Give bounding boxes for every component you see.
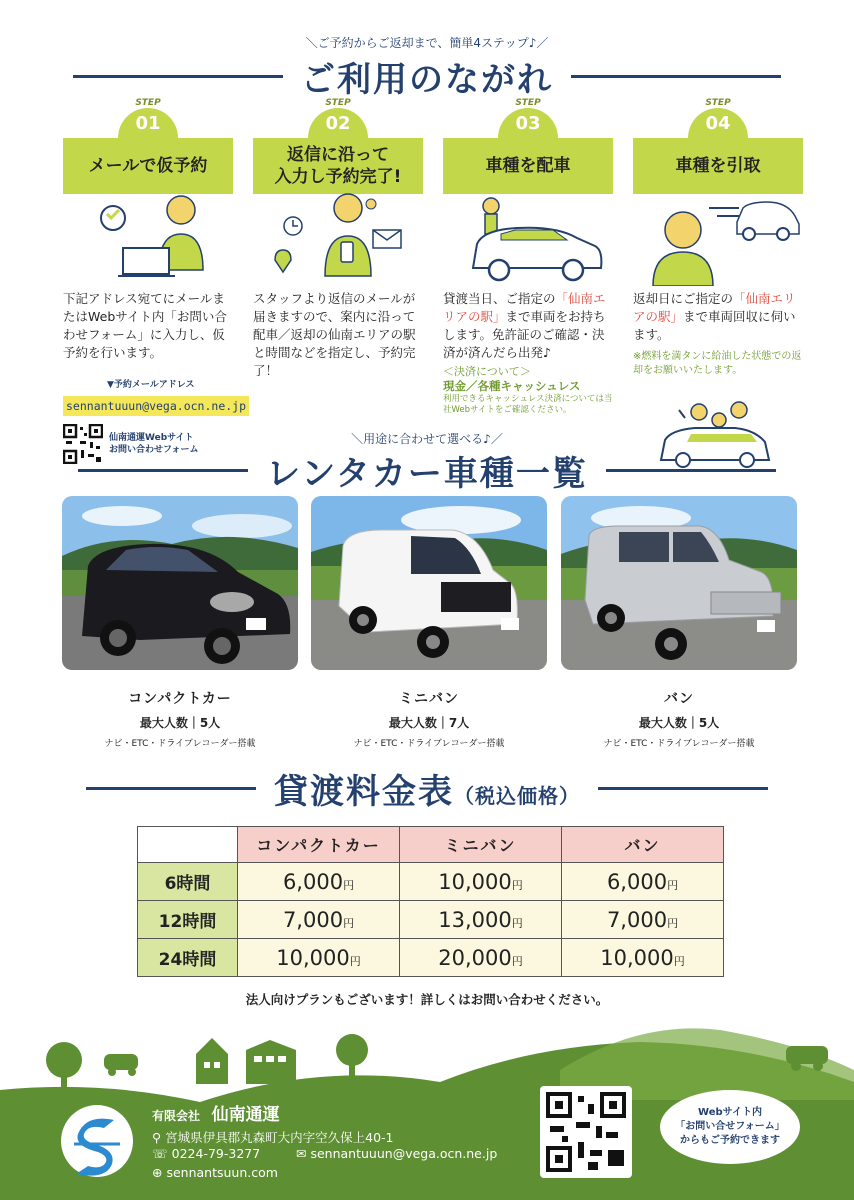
woman-laptop-illustration	[63, 190, 233, 286]
price-cell	[238, 939, 400, 977]
company-logo	[60, 1104, 134, 1178]
payment-note: 利用できるキャッシュレス決済については当社Webサイトをご確認ください。	[443, 394, 613, 415]
payment-heading: ＜決済について＞	[443, 365, 531, 378]
yen-unit: 円	[673, 954, 685, 968]
step3-text-b: まで車両をお持ちします。免許証のご確認・決済が済んだら出発♪	[443, 309, 606, 360]
web-row[interactable]	[152, 1165, 278, 1180]
company-type: 有限会社	[152, 1109, 201, 1123]
van-photo	[561, 496, 797, 670]
car-capacity: 最大人数｜5人	[139, 716, 221, 730]
pricing-title-main: 貸渡料金表	[274, 772, 454, 812]
website-qr-code[interactable]	[540, 1086, 632, 1178]
step-number: 03	[498, 108, 558, 138]
footer-email[interactable]: sennantuuun@vega.ocn.ne.jp	[310, 1146, 498, 1161]
yen-unit: 円	[511, 954, 523, 968]
price-value: 10,000	[438, 869, 512, 894]
step4-text-a: 返却日にご指定の	[633, 291, 734, 306]
step-tag: STEP	[325, 98, 351, 108]
station-highlight: 「仙南エリアの駅」	[633, 291, 796, 324]
step-tag: STEP	[515, 98, 541, 108]
yen-unit: 円	[343, 878, 355, 892]
bubble-text: Webサイト内 「お問い合せフォーム」 からもご予約できます	[675, 1107, 785, 1146]
car-delivery-illustration	[443, 190, 613, 286]
yen-unit: 円	[349, 954, 361, 968]
price-value: 7,000	[606, 907, 668, 932]
qr-label: 仙南通運Webサイト お問い合わせフォーム	[109, 433, 199, 455]
price-value: 10,000	[276, 945, 350, 970]
yen-unit: 円	[343, 916, 355, 930]
car-capacity: 最大人数｜7人	[388, 716, 470, 730]
fuel-note: ※燃料を満タンに給油した状態での返却をお願いいたします。	[633, 351, 802, 376]
step1-text: 下記アドレス宛てにメールまたはWebサイト内「お問い合わせフォーム」に入力し、仮予約を行います。	[63, 291, 227, 360]
pricing-title-row	[0, 764, 854, 813]
flow-title: ご利用のながれ	[301, 60, 553, 100]
step-2	[253, 98, 423, 194]
address: 宮城県伊具郡丸森町大内字空久保上40-1	[165, 1130, 394, 1145]
yen-unit: 円	[667, 916, 679, 930]
email-row[interactable]	[296, 1146, 497, 1161]
car-capacity: 最大人数｜5人	[638, 716, 720, 730]
price-table	[137, 826, 724, 977]
column-header: コンパクトカー	[238, 827, 400, 863]
woman-phone-illustration	[253, 190, 423, 286]
column-header: ミニバン	[400, 827, 562, 863]
pricing-title-sub: （税込価格）	[454, 784, 580, 808]
row-header: 6時間	[138, 863, 238, 901]
title-rule-right	[606, 469, 776, 472]
step4-text-b: まで車両回収に伺います。	[633, 309, 796, 342]
mail-icon: ✉	[296, 1146, 307, 1161]
phone-number[interactable]: 0224-79-3277	[171, 1146, 261, 1161]
price-value: 7,000	[282, 907, 344, 932]
car-card-compact	[62, 496, 298, 749]
car-name: ミニバン	[399, 691, 459, 707]
step2-text: スタッフより返信のメールが届きますので、案内に沿って配車／返却の仙南エリアの駅と時間などを指定し、予約完了！	[253, 291, 416, 378]
price-cell	[562, 939, 724, 977]
step-number: 02	[308, 108, 368, 138]
email-label: ▼予約メールアドレス	[107, 380, 195, 390]
price-value: 6,000	[282, 869, 344, 894]
car-equipment: ナビ・ETC・ドライブレコーダー搭載	[603, 739, 755, 749]
step-title: 車種を配車	[443, 138, 613, 194]
step3-text-a: 貸渡当日、ご指定の	[443, 291, 556, 306]
step-number: 01	[118, 108, 178, 138]
yen-unit: 円	[511, 916, 523, 930]
car-card-van	[561, 496, 797, 749]
corporate-plan-note: 法人向けプランもございます！詳しくはお問い合わせください。	[245, 992, 609, 1007]
car-equipment: ナビ・ETC・ドライブレコーダー搭載	[353, 739, 505, 749]
price-cell	[400, 863, 562, 901]
car-pickup-illustration	[633, 190, 803, 286]
yen-unit: 円	[667, 878, 679, 892]
reservation-email[interactable]: sennantuuun@vega.ocn.ne.jp	[63, 396, 249, 416]
step-3	[443, 98, 613, 194]
step-title: 返信に沿って 入力し予約完了!	[253, 138, 423, 194]
price-cell	[238, 901, 400, 939]
row-header: 12時間	[138, 901, 238, 939]
lineup-kicker: ＼用途に合わせて選べる♪／	[351, 432, 503, 446]
title-rule-left	[86, 787, 256, 790]
step-tag: STEP	[705, 98, 731, 108]
price-row	[138, 863, 724, 901]
form-speech-bubble	[660, 1090, 800, 1164]
pricing-title	[256, 764, 598, 813]
price-cell	[562, 863, 724, 901]
price-cell	[400, 939, 562, 977]
step-1	[63, 98, 233, 194]
title-rule-right	[571, 75, 781, 78]
step-tag: STEP	[135, 98, 161, 108]
address-row	[152, 1128, 394, 1146]
phone-row[interactable]	[152, 1146, 260, 1161]
website-url[interactable]: sennantsuun.com	[166, 1165, 278, 1180]
step-title: メールで仮予約	[63, 138, 233, 194]
car-name: バン	[664, 691, 694, 707]
step-4	[633, 98, 803, 194]
car-card-minivan	[311, 496, 547, 749]
price-value: 6,000	[606, 869, 668, 894]
station-highlight: 「仙南エリアの駅」	[443, 291, 606, 324]
company-name: 仙南通運	[211, 1105, 280, 1125]
step3-text	[443, 290, 615, 362]
price-value: 20,000	[438, 945, 512, 970]
price-header-row	[138, 827, 724, 863]
globe-icon: ⊕	[152, 1165, 163, 1180]
price-value: 13,000	[438, 907, 512, 932]
yen-unit: 円	[511, 878, 523, 892]
title-rule-left	[78, 469, 248, 472]
price-row	[138, 939, 724, 977]
flow-kicker: ＼ご予約からご返却まで、簡単4ステップ♪／	[305, 36, 549, 50]
step3-description	[443, 290, 615, 416]
price-row	[138, 901, 724, 939]
compact-car-photo	[62, 496, 298, 670]
step-number: 04	[688, 108, 748, 138]
corner-cell	[138, 827, 238, 863]
car-name: コンパクトカー	[128, 691, 232, 707]
row-header: 24時間	[138, 939, 238, 977]
flow-title-row	[0, 52, 854, 101]
title-rule-right	[598, 787, 768, 790]
title-rule-left	[73, 75, 283, 78]
price-cell	[562, 901, 724, 939]
price-value: 10,000	[600, 945, 674, 970]
minivan-photo	[311, 496, 547, 670]
lineup-title-row	[0, 446, 854, 495]
company-block	[152, 1100, 280, 1125]
price-cell	[238, 863, 400, 901]
car-equipment: ナビ・ETC・ドライブレコーダー搭載	[104, 739, 256, 749]
phone-icon: ☏	[152, 1146, 168, 1161]
step4-description	[633, 290, 805, 378]
step-title: 車種を引取	[633, 138, 803, 194]
location-pin-icon: ⚲	[152, 1130, 162, 1145]
price-cell	[400, 901, 562, 939]
lineup-title: レンタカー車種一覧	[266, 454, 588, 494]
step4-text	[633, 290, 805, 344]
column-header: バン	[562, 827, 724, 863]
payment-methods: 現金／各種キャッシュレス	[443, 379, 581, 393]
